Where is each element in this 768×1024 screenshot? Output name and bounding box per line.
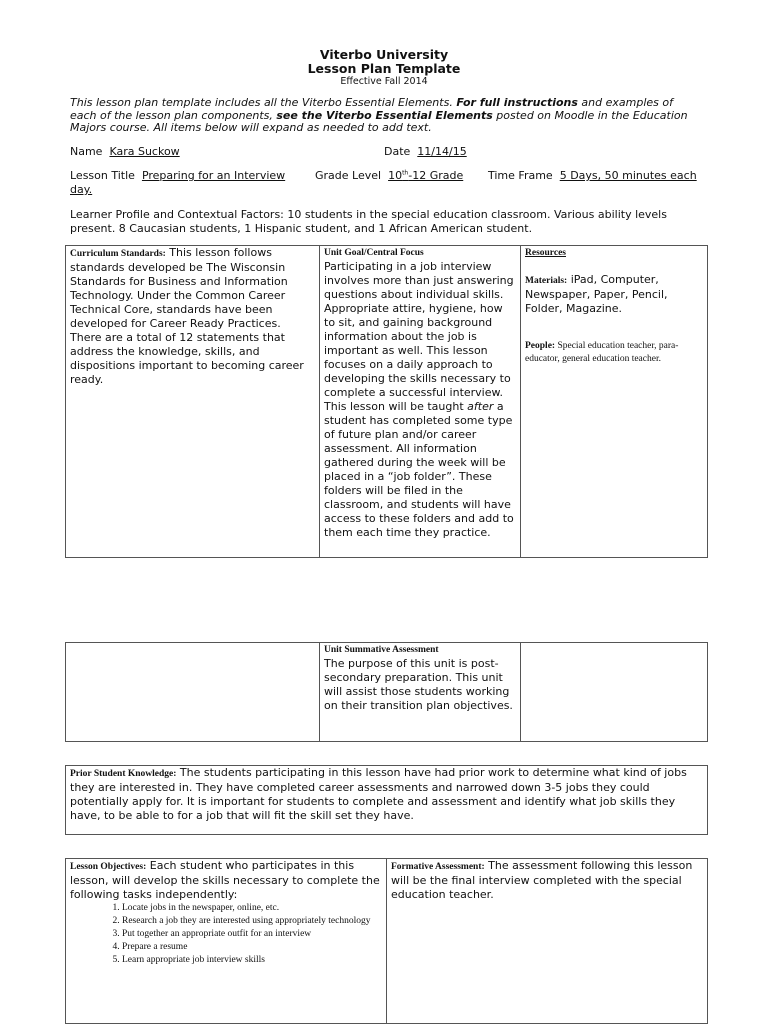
learner-profile: Learner Profile and Contextual Factors: 10 students in the special education classroom. Various ability levels present. 8 Caucasian students, 1 Hispanic student, and 1 African American student.	[70, 208, 667, 235]
list-item: 3. Put together an appropriate outfit for an interview	[122, 928, 382, 941]
unit-goal-text-2: a student has completed some type of future plan and/or career assessment. All information gathered during the week will be placed in a “job folder”. These folders will be filed in the classroom, and students will have access to these folders and add to them each time they practice.	[324, 400, 514, 539]
date-value: 11/14/15	[417, 145, 467, 158]
people-label: People:	[525, 341, 556, 351]
standards-goal-resources-table	[65, 245, 708, 558]
time-frame-label: Time Frame	[488, 169, 553, 182]
objectives-assessment-table	[65, 858, 708, 1024]
time-frame-value: 5 Days, 50 minutes each	[559, 169, 697, 182]
resources-cell	[521, 246, 708, 558]
lesson-objectives-label: Lesson Objectives:	[70, 862, 147, 872]
summative-empty-left	[66, 643, 320, 742]
materials-line	[525, 273, 703, 316]
summative-assessment-cell	[320, 643, 521, 742]
unit-goal-cell	[320, 246, 521, 558]
unit-goal-label: Unit Goal/Central Focus	[324, 248, 424, 258]
name-label: Name	[70, 145, 103, 158]
lesson-objectives-list	[70, 902, 382, 967]
grade-level-label: Grade Level	[315, 169, 382, 182]
prior-knowledge-cell	[66, 766, 708, 835]
effective-date: Effective Fall 2014	[340, 76, 428, 87]
grade-rest: -12 Grade	[408, 169, 464, 182]
intro-paragraph	[70, 97, 690, 135]
intro-bold-2: see the Viterbo Essential Elements	[276, 108, 493, 122]
intro-text-2: and examples of each of the lesson plan components,	[70, 96, 673, 122]
curriculum-standards-text: This lesson follows standards developed be The Wisconsin Standards for Business and Information Technology. Under the Common Career Technical Core, standards have been developed for Career Ready Practices. There are a total of 12 statements that address the knowledge, skills, and dispositions important to becoming career ready.	[70, 246, 304, 386]
intro-bold-1: For full instructions	[456, 96, 578, 109]
list-item: 1. Locate jobs in the newspaper, online, etc.	[122, 902, 382, 915]
name-date-row	[70, 145, 710, 159]
summative-assessment-table	[65, 642, 708, 742]
people-line	[525, 340, 703, 366]
lesson-title-value: Preparing for an Interview	[141, 169, 286, 182]
lesson-info-row	[70, 169, 710, 196]
prior-knowledge-table	[65, 765, 708, 835]
curriculum-standards-cell	[66, 246, 320, 558]
name-value: Kara Suckow	[109, 145, 180, 158]
list-item: 2. Research a job they are interested using appropriately technology	[122, 915, 382, 928]
formative-assessment-cell	[387, 859, 708, 1024]
formative-assessment-text: The assessment following this lesson will be the final interview completed with the special education teacher.	[391, 859, 693, 901]
prior-knowledge-text: The students participating in this lesson have had prior work to determine what kind of jobs they are interested in. They have completed career assessments and narrowed down 3-5 jobs they could potentially apply for. It is important for students to complete and assessment and identify what job skills they have, to be able to for a job that will fit the skill set they have.	[70, 766, 687, 822]
materials-label: Materials:	[525, 276, 568, 286]
grade-num: 10	[388, 169, 403, 182]
prior-knowledge-label: Prior Student Knowledge:	[70, 769, 177, 779]
document-header	[0, 48, 768, 88]
list-item: 4. Prepare a resume	[122, 941, 382, 954]
curriculum-standards-label: Curriculum Standards:	[70, 249, 166, 259]
summative-empty-right	[521, 643, 708, 742]
intro-text-1: This lesson plan template includes all the Viterbo Essential Elements.	[70, 96, 457, 109]
summative-assessment-label: Unit Summative Assessment	[324, 645, 439, 655]
lesson-objectives-cell	[66, 859, 387, 1024]
resources-label: Resources	[525, 248, 566, 258]
intro-text-3: posted on Moodle in the Education Majors course. All items below will expand as needed to add text.	[70, 108, 688, 134]
grade-sup: th	[402, 169, 409, 177]
document-title: Lesson Plan Template	[307, 61, 461, 76]
date-label: Date	[384, 145, 411, 158]
university-name: Viterbo University	[319, 47, 449, 62]
unit-goal-italic: after	[467, 400, 494, 413]
lesson-objectives-text: Each student who participates in this lesson, will develop the skills necessary to complete the following tasks independently:	[70, 859, 380, 901]
unit-goal-text-1: Participating in a job interview involves more than just answering questions about individual skills. Appropriate attire, hygiene, how to sit, and gaining background information about the job is important as well. This lesson focuses on a daily approach to developing the skills necessary to complete a successful interview. This lesson will be taught	[324, 260, 514, 413]
list-item: 5. Learn appropriate job interview skills	[122, 954, 382, 967]
materials-text: iPad, Computer, Newspaper, Paper, Pencil, Folder, Magazine.	[525, 273, 668, 315]
lesson-title-label: Lesson Title	[70, 169, 135, 182]
grade-level-value	[388, 169, 463, 182]
formative-assessment-label: Formative Assessment:	[391, 862, 485, 872]
people-text: Special education teacher, para-educator, general education teacher.	[525, 341, 679, 364]
unit-goal-text	[324, 260, 516, 540]
summative-assessment-text: The purpose of this unit is post-secondary preparation. This unit will assist those students working on their transition plan objectives.	[324, 657, 513, 712]
time-frame-continued: day.	[70, 183, 93, 196]
